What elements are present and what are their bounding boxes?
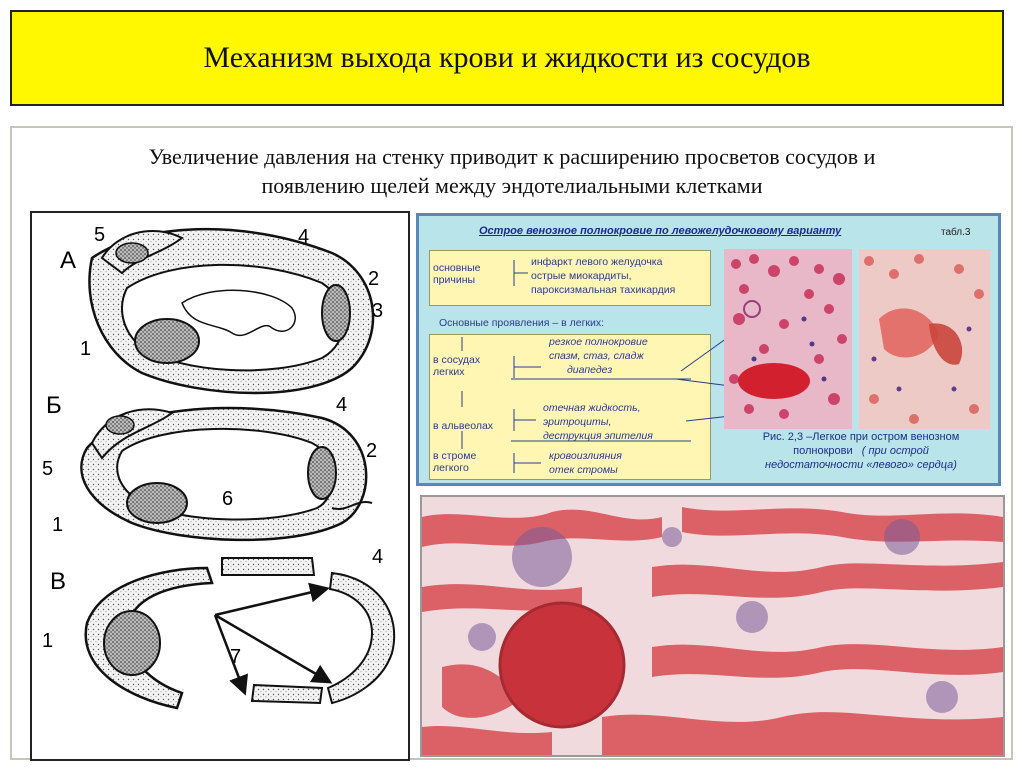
vessels-item-1: резкое полнокровие [549,336,648,348]
lung-micrograph-art [422,497,1003,755]
cause-3: пароксизмальная тахикардия [531,284,676,296]
vessel-diagram-panel [30,211,410,761]
micrograph-2 [859,249,990,429]
manifest-title: Основные проявления – в легких: [439,317,605,329]
caption-line-3: недостаточности «левого» сердца) [765,459,957,471]
cause-2: острые миокардиты, [531,270,632,282]
micrograph-1-art [724,249,852,429]
label-a-4: 4 [298,226,310,248]
label-v-7: 7 [230,646,242,668]
diagram-letter-a: А [60,247,77,274]
vessel-v [86,558,394,708]
diagram-letter-v: В [50,568,67,595]
caption-line-2a: полнокрови [793,445,853,457]
label-b-6: 6 [222,488,234,510]
stroma-item-1: кровоизлияния [549,450,622,462]
label-a-3: 3 [372,300,384,322]
label-a-1: 1 [80,338,92,360]
vessel-diagram [32,213,408,759]
label-v-1: 1 [42,630,54,652]
vessels-item-2: спазм, стаз, сладж [549,350,644,362]
figure-caption [728,430,994,472]
subtitle-line-1: Увеличение давления на стенку приводит к расширению просветов сосудов и [148,144,876,169]
label-a-2: 2 [368,268,380,290]
lung-micrograph-photo [420,495,1005,757]
label-b-2: 2 [366,440,378,462]
alveoli-item-1: отечная жидкость, [543,402,641,414]
label-a-5: 5 [94,224,106,246]
stroma-label: в строме легкого [433,450,477,474]
subtitle [20,142,1004,200]
alveoli-label: в альвеолах [433,420,494,432]
slide-title: Механизм выхода крови и жидкости из сосудов [203,41,811,74]
table-ref: табл.3 [941,227,971,238]
diagram-letter-b: Б [46,392,62,419]
alveoli-item-2: эритроциты, [543,416,612,428]
caption-line-1: Рис. 2,3 –Легкое при остром венозном [762,431,960,443]
label-b-1: 1 [52,514,64,536]
vessels-item-3: диапедез [567,364,613,376]
causes-label: основные причины [433,262,481,286]
gap-arrows [215,589,328,691]
title-banner [10,10,1004,106]
vessels-label: в сосудах легких [433,354,481,378]
label-v-4: 4 [372,546,384,568]
vessel-b [81,408,372,540]
stroma-item-2: отек стромы [549,464,618,476]
alveoli-item-3: деструкция эпителия [543,430,653,442]
vessel-a [89,229,373,393]
label-b-5: 5 [42,458,54,480]
micrograph-2-art [859,249,990,429]
caption-line-2b: ( при острой [861,445,929,457]
table-title: Острое венозное полнокровие по левожелудочковому варианту [479,225,842,237]
micrograph-1 [724,249,852,429]
cause-1: инфаркт левого желудочка [531,256,663,268]
subtitle-line-2: появлению щелей между эндотелиальными клетками [261,173,763,198]
label-b-4: 4 [336,394,348,416]
